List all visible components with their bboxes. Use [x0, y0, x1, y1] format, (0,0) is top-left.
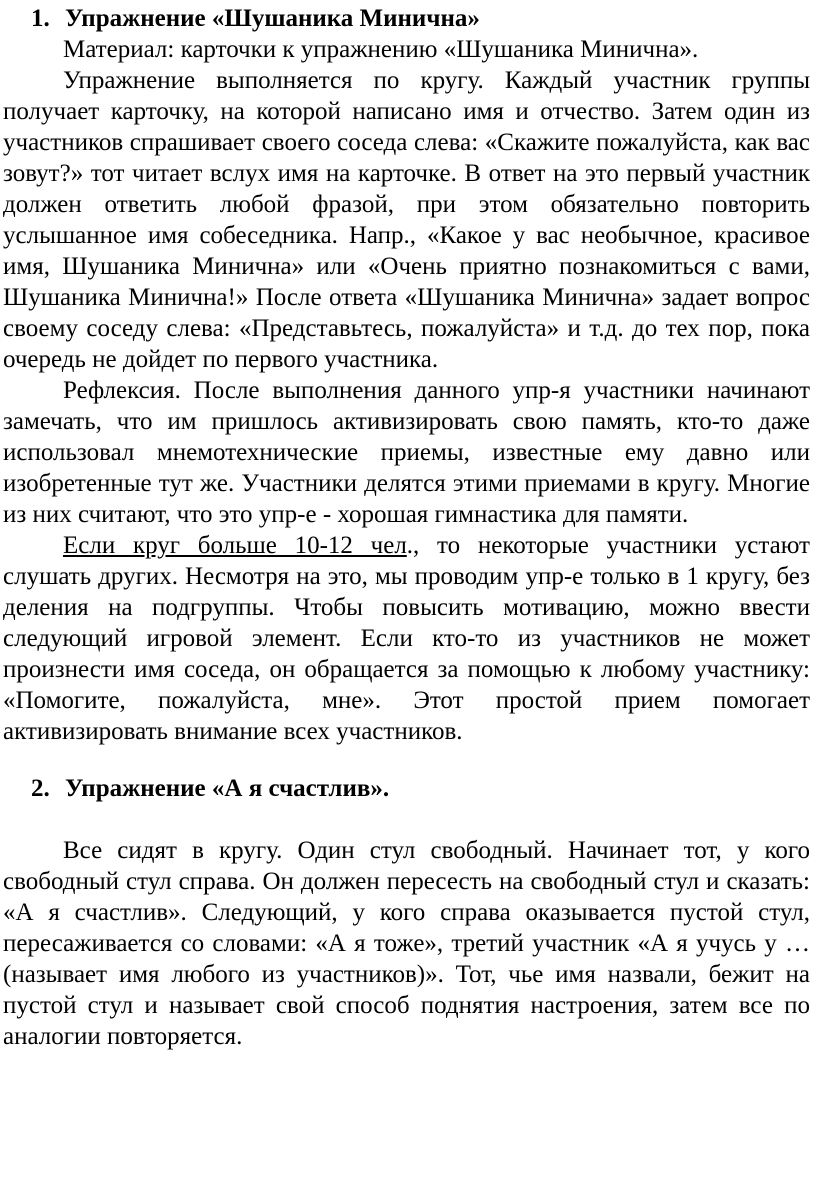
section-1-heading [3, 3, 810, 34]
section-1-number: 1. [31, 5, 50, 32]
section-1-material: Материал: карточки к упражнению «Шушаника Минична». [63, 36, 699, 63]
section-1-title: Упражнение «Шушаника Минична» [65, 5, 480, 32]
section-2-paragraph-1: Все сидят в кругу. Один стул свободный. Начинает тот, у кого свободный стул справа. Он должен пересесть на свободный стул и сказать: «А я счастлив». Следующий, у кого справа оказывается пустой стул, пересаживается со словами: «А я тоже», третий участник «А я учусь у …(называет имя любого из участников)». Тот, чье имя назвали, бежит на пустой стул и называет свой способ поднятия настроения, затем все по аналогии повторяется. [3, 837, 810, 1050]
paragraph-3-rest: ., то некоторые участники устают слушать других. Несмотря на это, мы проводим упр-е только в 1 кругу, без деления на подгруппы. Чтобы повысить мотивацию, можно ввести следующий игровой элемент. Если кто-то из участников не может произнести имя соседа, он обращается за помощью к любому участнику: «Помогите, пожалуйста, мне». Этот простой прием помогает активизировать внимание всех участников. [3, 532, 810, 745]
section-2-heading [3, 773, 810, 804]
section-1-paragraph-1: Упражнение выполняется по кругу. Каждый участник группы получает карточку, на которой написано имя и отчество. Затем один из участников спрашивает своего соседа слева: «Скажите пожалуйста, как вас зовут?» тот читает вслух имя на карточке. В ответ на это первый участник должен ответить любой фразой, при этом обязательно повторить услышанное имя собеседника. Напр., «Какое у вас необычное, красивое имя, Шушаника Минична» или «Очень приятно познакомиться с вами, Шушаника Минична!» После ответа «Шушаника Минична» задает вопрос своему соседу слева: «Представьтесь, пожалуйста» и т.д. до тех пор, пока очередь не дойдет по первого участника. [3, 67, 810, 373]
section-1-paragraph-2: Рефлексия. После выполнения данного упр-я участники начинают замечать, что им пришлось активизировать свою память, кто-то даже использовал мнемотехнические приемы, известные ему давно или изобретенные тут же. Участники делятся этими приемами в кругу. Многие из них считают, что это упр-е - хорошая гимнастика для памяти. [3, 377, 810, 528]
section-2-number: 2. [31, 775, 50, 802]
section-2-title: Упражнение «А я счастлив». [65, 775, 390, 802]
underlined-phrase: Если круг больше 10-12 чел [63, 532, 407, 559]
section-1-paragraph-3 [3, 530, 810, 747]
